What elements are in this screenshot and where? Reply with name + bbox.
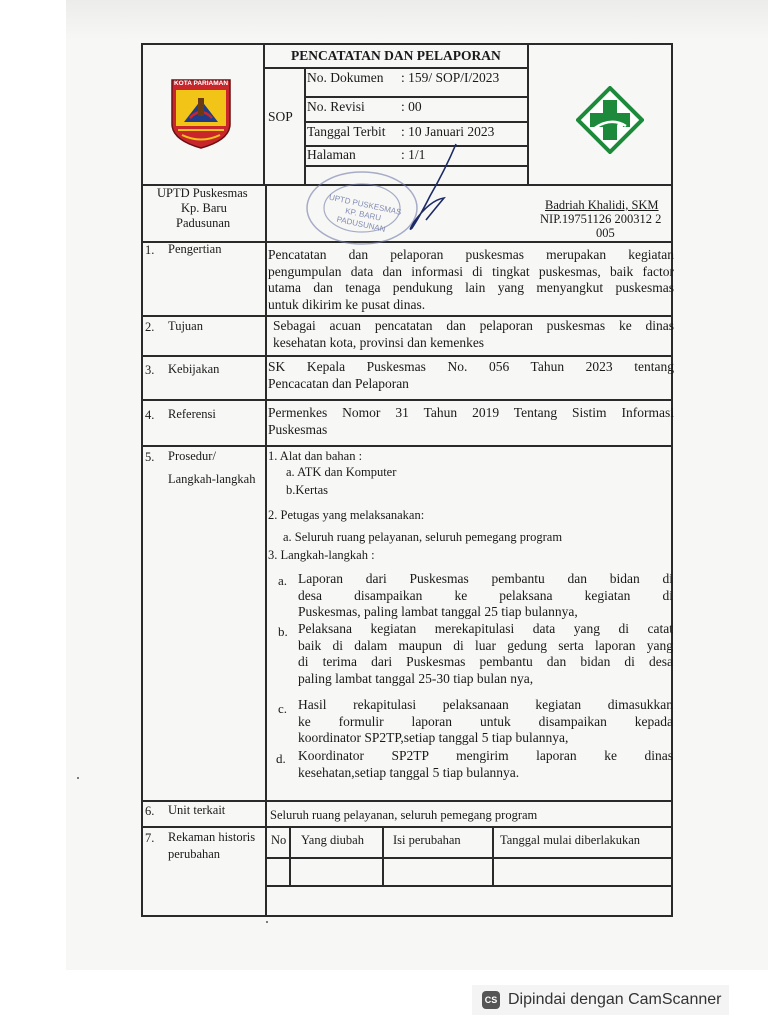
text-line: desa disampaikan ke pelaksana kegiatan di: [298, 587, 673, 603]
section-3-label: Kebijakan: [168, 362, 220, 376]
doc-number-label: No. Dokumen: [307, 70, 384, 85]
pengertian-text: [268, 247, 674, 313]
section-5-label: Prosedur/: [168, 449, 216, 463]
section-1-number: 1.: [145, 243, 155, 257]
section-6-label: Unit terkait: [168, 803, 226, 817]
history-header-no: No: [271, 833, 287, 847]
history-header-effective-date: Tanggal mulai diberlakukan: [500, 833, 641, 847]
text-line: Koordinator SP2TP mengirim laporan ke dinas: [298, 748, 673, 763]
text-line: Hasil rekapitulasi pelaksanaan kegiatan dimasukkan: [298, 697, 673, 712]
text-line: baik di dalam maupun di luar gedung serta laporan yang: [298, 637, 673, 653]
section-2-number: 2.: [145, 320, 155, 334]
issue-date-label: Tanggal Terbit: [307, 124, 386, 139]
section-7-label-line2: perubahan: [168, 847, 221, 861]
step-1-item-b: b.Kertas: [286, 483, 328, 497]
page-value: : 1/1: [401, 147, 426, 162]
text-line: Pelaksana kegiatan merekapitulasi data yang di catat: [298, 621, 673, 636]
doc-number-value: : 159/ SOP/I/2023: [401, 70, 500, 85]
step-3-item-c: [298, 697, 673, 747]
section-7-number: 7.: [145, 831, 155, 845]
text-line: Laporan dari Puskesmas pembantu dan bidan di: [298, 571, 673, 586]
text-line: paling lambat tanggal 25-30 tiap bulan nya,: [298, 670, 534, 686]
referensi-text: [268, 405, 674, 438]
step-2-heading: 2. Petugas yang melaksanakan:: [268, 508, 425, 522]
camscanner-watermark: [472, 985, 729, 1015]
tujuan-text: [273, 318, 674, 351]
text-line: SK Kepala Puskesmas No. 056 Tahun 2023 tentang: [268, 359, 674, 374]
text-line: Puskesmas: [268, 421, 328, 437]
step-3-marker-b: b.: [278, 624, 288, 639]
text-line: Sebagai acuan pencatatan dan pelaporan puskesmas ke dinas: [273, 318, 674, 333]
org-line-2: Kp. Baru: [181, 201, 227, 215]
text-line: kesehatan kota, provinsi dan kemenkes: [273, 334, 485, 350]
section-4-number: 4.: [145, 408, 155, 422]
step-1-heading: 1. Alat dan bahan :: [268, 449, 363, 463]
sop-label: SOP: [268, 109, 293, 124]
puskesmas-cross-logo: [576, 86, 644, 154]
camscanner-logo-icon: CS: [482, 991, 500, 1009]
text-line: untuk dikirim ke pusat dinas.: [268, 296, 426, 312]
logo-caption: KOTA PARIAMAN: [173, 80, 229, 87]
step-3-marker-c: c.: [278, 701, 288, 716]
text-line: koordinator SP2TP,setiap tanggal 5 tiap bulannya,: [298, 730, 569, 745]
issue-date-value: : 10 Januari 2023: [401, 124, 495, 139]
kebijakan-text: [268, 359, 674, 392]
section-4-label: Referensi: [168, 407, 216, 421]
text-line: Permenkes Nomor 31 Tahun 2019 Tentang Sistim Informasi: [268, 405, 674, 420]
unit-terkait-text: Seluruh ruang pelayanan, seluruh pemegang program: [270, 808, 538, 822]
text-line: utama dan tenaga pendukung lain yang menyangkut puskesmas: [268, 280, 674, 295]
step-3-marker-a: a.: [278, 573, 288, 588]
section-5-number: 5.: [145, 450, 155, 464]
section-2-label: Tujuan: [168, 319, 203, 333]
revision-value: : 00: [401, 99, 422, 114]
page-label: Halaman: [307, 147, 356, 162]
document-title: PENCATATAN DAN PELAPORAN: [291, 48, 501, 63]
section-5-label-line2: Langkah-langkah: [168, 472, 256, 486]
revision-label: No. Revisi: [307, 99, 365, 114]
org-line-3: Padusunan: [176, 216, 231, 230]
section-6-number: 6.: [145, 804, 155, 818]
text-line: Pencatatan dan pelaporan puskesmas merupakan kegiatan: [268, 247, 674, 262]
text-line: Pencacatan dan Pelaporan: [268, 375, 409, 391]
step-3-item-d: [298, 748, 673, 781]
signature: [390, 140, 470, 240]
text-line: kesehatan,setiap tanggal 5 tiap bulannya.: [298, 764, 520, 780]
stamp-text: UPTD PUSKESMAS KP. BARU PADUSUNAN: [328, 192, 403, 234]
section-3-number: 3.: [145, 363, 155, 377]
step-3-item-b: [298, 621, 673, 687]
signer-name: Badriah Khalidi, SKM: [545, 198, 659, 212]
step-2-item-a: a. Seluruh ruang pelayanan, seluruh pemegang program: [283, 530, 563, 544]
org-line-1: UPTD Puskesmas: [157, 186, 248, 200]
signer-nip: NIP.19751126 200312 2: [540, 212, 662, 226]
text-line: pengumpulan data dan informasi di tingkat puskesmas, baik factor: [268, 263, 674, 279]
step-1-item-a: a. ATK dan Komputer: [286, 465, 397, 479]
text-line: ke formulir laporan untuk disampaikan kepada: [298, 713, 673, 729]
section-1-label: Pengertian: [168, 242, 222, 256]
signer-nip-continued: 005: [596, 226, 615, 240]
step-3-marker-d: d.: [276, 751, 286, 766]
text-line: di terima dari Puskesmas pembantu dan bidan di desa: [298, 654, 673, 669]
scan-speck: [77, 777, 79, 779]
section-7-label: Rekaman historis: [168, 830, 256, 844]
text-line: Puskesmas, paling lambat tanggal 25 tiap bulannya,: [298, 604, 578, 619]
history-header-changed: Yang diubah: [301, 833, 364, 847]
step-3-item-a: [298, 571, 673, 621]
page-shadow: [66, 0, 768, 40]
scan-speck: [266, 921, 268, 923]
kota-pariaman-logo: [170, 78, 232, 150]
step-3-heading: 3. Langkah-langkah :: [268, 548, 375, 562]
camscanner-text: Dipindai dengan CamScanner: [508, 991, 722, 1008]
history-header-content: Isi perubahan: [393, 833, 461, 847]
